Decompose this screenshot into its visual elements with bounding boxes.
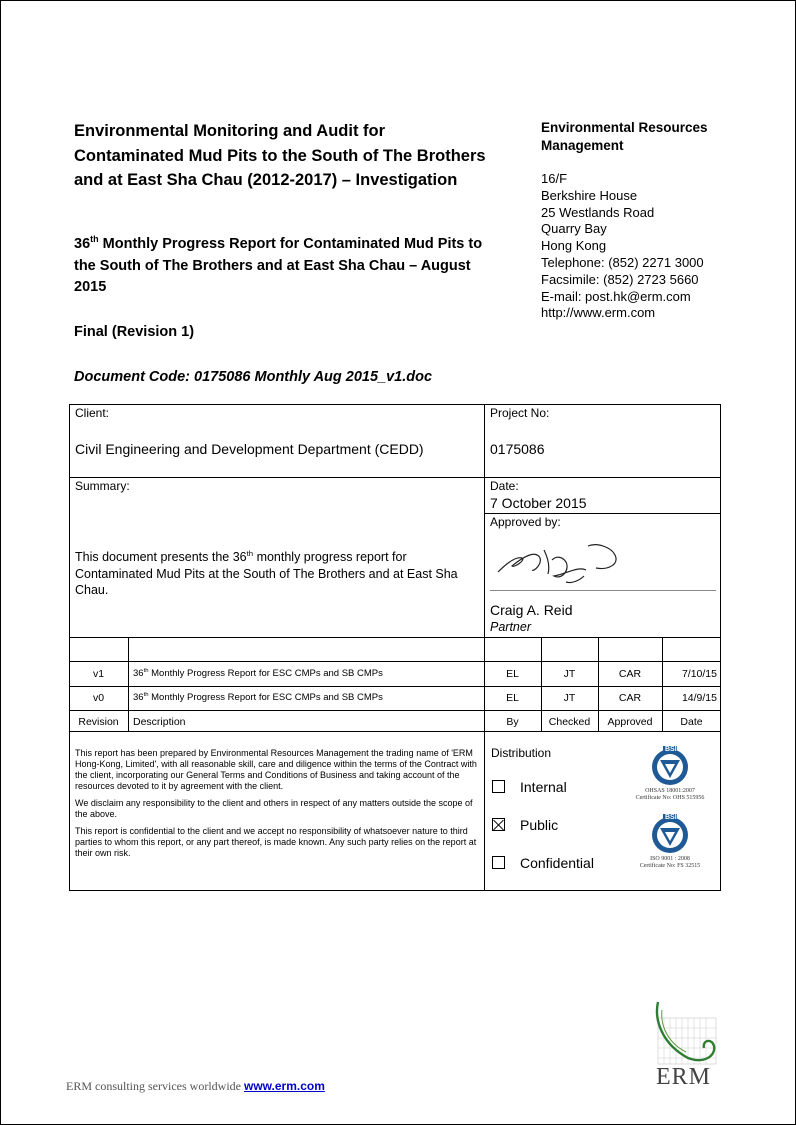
rev-description: 36th Monthly Progress Report for ESC CMPs and SB CMPs (133, 667, 383, 679)
confidential-checkbox[interactable] (492, 856, 505, 869)
header-revision: Revision (78, 716, 119, 728)
cert-caption: OHSAS 18001:2007 Certificate No: OHS 515956 (635, 788, 705, 801)
report-subtitle: 36th Monthly Progress Report for Contaminated Mud Pits to the South of The Brothers and at East Sha Chau – August 2015 (74, 234, 483, 295)
project-label: Project No: (490, 406, 550, 420)
address-line: Quarry Bay (541, 221, 607, 237)
rev-date: 7/10/15 (681, 668, 717, 680)
erm-website-link[interactable]: www.erm.com (243, 1079, 325, 1093)
approver-title: Partner (490, 620, 531, 634)
bsi-brand: BSI (665, 746, 677, 753)
header-checked: Checked (548, 716, 591, 728)
website: http://www.erm.com (541, 305, 656, 321)
date-label: Date: (490, 479, 519, 493)
rev-approved: CAR (618, 692, 642, 704)
disclaimer-paragraph: This report is confidential to the client and we accept no responsibility of whatsoever nature to third parties to whom this report, or any part thereof, is made known. Any such party relies on the report at their own risk. (75, 826, 477, 858)
company-name: Environmental Resources Management (541, 120, 708, 153)
rev-approved: CAR (618, 668, 642, 680)
approver-name: Craig A. Reid (490, 602, 573, 618)
address-line: 16/F (541, 171, 568, 186)
address-line: Hong Kong (541, 238, 607, 254)
address-line: 25 Westlands Road (541, 204, 655, 220)
revision-status: Final (Revision 1) (74, 324, 195, 340)
date-value: 7 October 2015 (490, 495, 587, 511)
rev-checked: JT (563, 668, 576, 680)
erm-logo-icon (648, 1000, 722, 1068)
header-approved: Approved (607, 716, 653, 728)
distribution-public-label: Public (520, 817, 559, 833)
distribution-internal-label: Internal (520, 779, 567, 795)
distribution-confidential-label: Confidential (520, 855, 594, 871)
address-line: Berkshire House (541, 187, 638, 203)
rev-checked: JT (563, 692, 576, 704)
email: E-mail: post.hk@erm.com (541, 288, 691, 304)
signature-image (496, 536, 624, 592)
cert-caption: ISO 9001 : 2008 Certificate No: FS 32515 (639, 856, 701, 869)
facsimile: Facsimile: (852) 2723 5660 (541, 271, 699, 287)
telephone: Telephone: (852) 2271 3000 (541, 254, 704, 270)
client-value: Civil Engineering and Development Department (CEDD) (75, 441, 424, 457)
public-checkbox[interactable] (492, 818, 505, 831)
company-address (541, 171, 704, 322)
project-value: 0175086 (490, 441, 545, 457)
distribution-label: Distribution (491, 746, 552, 760)
disclaimer (75, 748, 479, 859)
disclaimer-paragraph: This report has been prepared by Environmental Resources Management the trading name of 'ERM Hong-Kong, Limited', with all reasonable skill, care and diligence within the terms of the Contract with the client, incorporating our General Terms and Conditions of Business and taking account of the resources devoted to it by agreement with the client. (75, 748, 477, 791)
summary-label: Summary: (75, 479, 130, 493)
rev-by: EL (506, 668, 519, 680)
rev-date: 14/9/15 (681, 692, 717, 704)
internal-checkbox[interactable] (492, 780, 505, 793)
erm-logo-text: ERM (656, 1064, 712, 1090)
bsi-brand: BSI (665, 814, 677, 821)
rev-description: 36th Monthly Progress Report for ESC CMPs and SB CMPs (133, 691, 383, 703)
client-label: Client: (75, 406, 110, 420)
approved-by-label: Approved by: (490, 515, 561, 529)
footer: ERM consulting services worldwide www.erm.com (66, 1079, 325, 1093)
header-description: Description (133, 716, 186, 728)
document-code: Document Code: 0175086 Monthly Aug 2015_v1.doc (74, 369, 433, 385)
rev-cell: v0 (92, 692, 105, 704)
header-date: Date (680, 716, 703, 728)
rev-cell: v1 (92, 668, 105, 680)
disclaimer-paragraph: We disclaim any responsibility to the client and others in respect of any matters outside the scope of the above. (75, 798, 473, 819)
header-by: By (506, 716, 519, 728)
rev-by: EL (506, 692, 519, 704)
summary-text: This document presents the 36th monthly progress report for Contaminated Mud Pits at the South of The Brothers and at East Sha Chau. (75, 548, 458, 597)
report-title: Environmental Monitoring and Audit for Contaminated Mud Pits to the South of The Brothers and at East Sha Chau (2012-2017) – Investigation (74, 122, 486, 189)
